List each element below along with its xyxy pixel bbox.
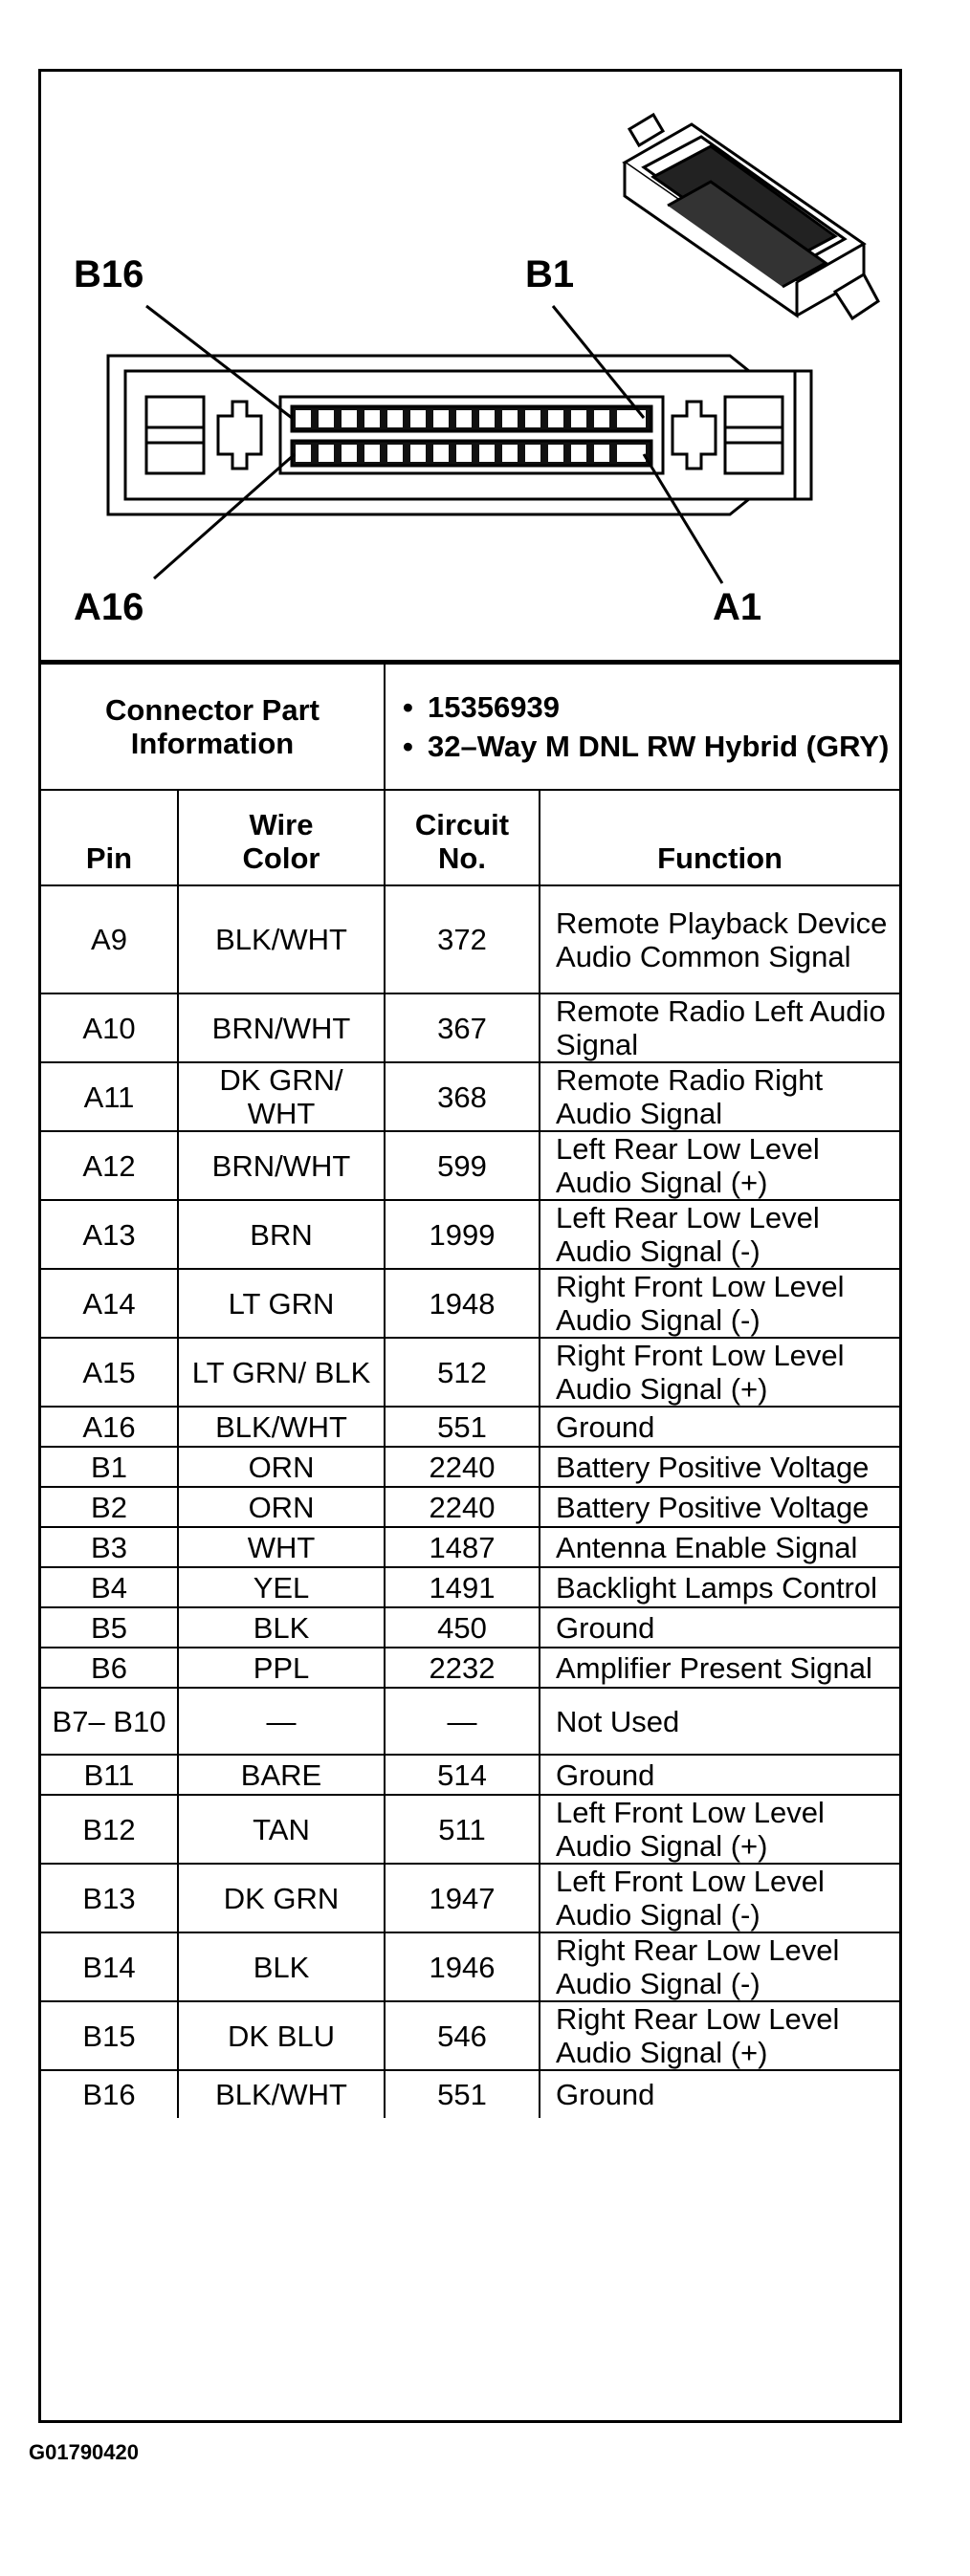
function-cell: Remote Playback Device Audio Common Signal — [540, 885, 899, 993]
circuit-cell: 1946 — [385, 1932, 540, 2001]
function-cell: Left Front Low Level Audio Signal (-) — [540, 1864, 899, 1932]
circuit-cell: 1947 — [385, 1864, 540, 1932]
circuit-cell: 1948 — [385, 1269, 540, 1338]
circuit-cell: 450 — [385, 1607, 540, 1648]
wire-color-cell: — — [178, 1688, 385, 1755]
table-row — [41, 993, 899, 1062]
function-cell: Amplifier Present Signal — [540, 1648, 899, 1688]
pin-cell: B16 — [41, 2070, 178, 2118]
circuit-cell: 368 — [385, 1062, 540, 1131]
table-row — [41, 1864, 899, 1932]
label-b16: B16 — [74, 253, 144, 295]
function-cell: Battery Positive Voltage — [540, 1487, 899, 1527]
circuit-cell: — — [385, 1688, 540, 1755]
pin-cell: B1 — [41, 1447, 178, 1487]
wire-color-cell: BARE — [178, 1755, 385, 1795]
function-cell: Right Front Low Level Audio Signal (-) — [540, 1269, 899, 1338]
wire-color-cell: BLK/WHT — [178, 2070, 385, 2118]
connector-document-frame — [38, 69, 902, 2423]
table-row — [41, 1200, 899, 1269]
function-cell: Backlight Lamps Control — [540, 1567, 899, 1607]
table-row — [41, 2001, 899, 2070]
circuit-cell: 1487 — [385, 1527, 540, 1567]
wire-color-cell: BLK — [178, 1932, 385, 2001]
connector-info-item: • 15356939 — [393, 690, 892, 724]
pin-cell: B14 — [41, 1932, 178, 2001]
function-cell: Right Rear Low Level Audio Signal (+) — [540, 2001, 899, 2070]
connector-info-title — [41, 664, 385, 790]
table-row — [41, 1567, 899, 1607]
table-row — [41, 2070, 899, 2118]
function-cell: Battery Positive Voltage — [540, 1447, 899, 1487]
function-cell: Not Used — [540, 1688, 899, 1755]
circuit-cell: 367 — [385, 993, 540, 1062]
pin-cell: B13 — [41, 1864, 178, 1932]
table-row — [41, 1527, 899, 1567]
wire-color-cell: BRN/WHT — [178, 993, 385, 1062]
function-cell: Ground — [540, 1407, 899, 1447]
wire-color-cell: WHT — [178, 1527, 385, 1567]
circuit-cell: 2232 — [385, 1648, 540, 1688]
function-cell: Left Front Low Level Audio Signal (+) — [540, 1795, 899, 1864]
function-cell: Ground — [540, 2070, 899, 2118]
wire-color-cell: YEL — [178, 1567, 385, 1607]
table-header-row — [41, 790, 899, 885]
header-wire-color: Wire Color — [178, 790, 385, 885]
label-a16: A16 — [74, 586, 144, 628]
table-row — [41, 1407, 899, 1447]
pin-cell: A9 — [41, 885, 178, 993]
wire-color-cell: BRN — [178, 1200, 385, 1269]
connector-illustration — [41, 72, 899, 660]
pin-cell: B6 — [41, 1648, 178, 1688]
pin-cell: B5 — [41, 1607, 178, 1648]
pin-cell: A12 — [41, 1131, 178, 1200]
wire-color-cell: DK BLU — [178, 2001, 385, 2070]
pin-cell: A13 — [41, 1200, 178, 1269]
wire-color-cell: BRN/WHT — [178, 1131, 385, 1200]
connector-info-title-line1: Connector Part — [105, 693, 320, 727]
pin-cell: B4 — [41, 1567, 178, 1607]
circuit-cell: 2240 — [385, 1447, 540, 1487]
table-row — [41, 1447, 899, 1487]
wire-color-cell: DK GRN — [178, 1864, 385, 1932]
figure-code: G01790420 — [29, 2440, 139, 2464]
header-function: Function — [540, 790, 899, 885]
connector-diagram — [41, 72, 899, 663]
circuit-cell: 1999 — [385, 1200, 540, 1269]
pin-cell: B12 — [41, 1795, 178, 1864]
pin-cell: A15 — [41, 1338, 178, 1407]
table-row — [41, 1487, 899, 1527]
connector-info-item: • 32–Way M DNL RW Hybrid (GRY) — [393, 730, 892, 763]
table-row — [41, 1688, 899, 1755]
function-cell: Antenna Enable Signal — [540, 1527, 899, 1567]
wire-color-cell: LT GRN/ BLK — [178, 1338, 385, 1407]
table-row — [41, 1932, 899, 2001]
function-cell: Left Rear Low Level Audio Signal (-) — [540, 1200, 899, 1269]
function-cell: Ground — [540, 1607, 899, 1648]
wire-color-cell: LT GRN — [178, 1269, 385, 1338]
table-row — [41, 1648, 899, 1688]
connector-face-view — [108, 356, 811, 514]
wire-color-cell: ORN — [178, 1447, 385, 1487]
pin-cell: B7– B10 — [41, 1688, 178, 1755]
circuit-cell: 512 — [385, 1338, 540, 1407]
table-row — [41, 1131, 899, 1200]
label-a1: A1 — [713, 586, 762, 628]
connector-info-row — [41, 664, 899, 790]
connector-info-list — [393, 690, 892, 763]
connector-info-details — [385, 664, 899, 790]
circuit-cell: 551 — [385, 1407, 540, 1447]
table-row — [41, 1062, 899, 1131]
pin-cell: A16 — [41, 1407, 178, 1447]
wire-color-cell: DK GRN/ WHT — [178, 1062, 385, 1131]
header-pin: Pin — [41, 790, 178, 885]
circuit-cell: 2240 — [385, 1487, 540, 1527]
function-cell: Left Rear Low Level Audio Signal (+) — [540, 1131, 899, 1200]
circuit-cell: 546 — [385, 2001, 540, 2070]
table-row — [41, 1607, 899, 1648]
pin-cell: A14 — [41, 1269, 178, 1338]
wire-color-cell: BLK — [178, 1607, 385, 1648]
circuit-cell: 511 — [385, 1795, 540, 1864]
table-row — [41, 1269, 899, 1338]
function-cell: Remote Radio Left Audio Signal — [540, 993, 899, 1062]
wire-color-cell: TAN — [178, 1795, 385, 1864]
header-circuit: Circuit No. — [385, 790, 540, 885]
wire-color-cell: PPL — [178, 1648, 385, 1688]
circuit-cell: 514 — [385, 1755, 540, 1795]
function-cell: Ground — [540, 1755, 899, 1795]
wire-color-cell: ORN — [178, 1487, 385, 1527]
connector-info-title-line2: Information — [130, 727, 295, 760]
pin-cell: B15 — [41, 2001, 178, 2070]
pin-table-body — [41, 885, 899, 2118]
table-row — [41, 1338, 899, 1407]
pin-cell: B2 — [41, 1487, 178, 1527]
table-row — [41, 885, 899, 993]
pin-cell: A11 — [41, 1062, 178, 1131]
table-row — [41, 1795, 899, 1864]
pin-cell: A10 — [41, 993, 178, 1062]
circuit-cell: 551 — [385, 2070, 540, 2118]
function-cell: Remote Radio Right Audio Signal — [540, 1062, 899, 1131]
pin-table — [41, 663, 899, 2118]
circuit-cell: 372 — [385, 885, 540, 993]
table-row — [41, 1755, 899, 1795]
label-b1: B1 — [525, 253, 575, 295]
function-cell: Right Front Low Level Audio Signal (+) — [540, 1338, 899, 1407]
function-cell: Right Rear Low Level Audio Signal (-) — [540, 1932, 899, 2001]
circuit-cell: 1491 — [385, 1567, 540, 1607]
connector-isometric-view — [625, 115, 878, 318]
wire-color-cell: BLK/WHT — [178, 1407, 385, 1447]
wire-color-cell: BLK/WHT — [178, 885, 385, 993]
pin-cell: B3 — [41, 1527, 178, 1567]
pin-cell: B11 — [41, 1755, 178, 1795]
circuit-cell: 599 — [385, 1131, 540, 1200]
